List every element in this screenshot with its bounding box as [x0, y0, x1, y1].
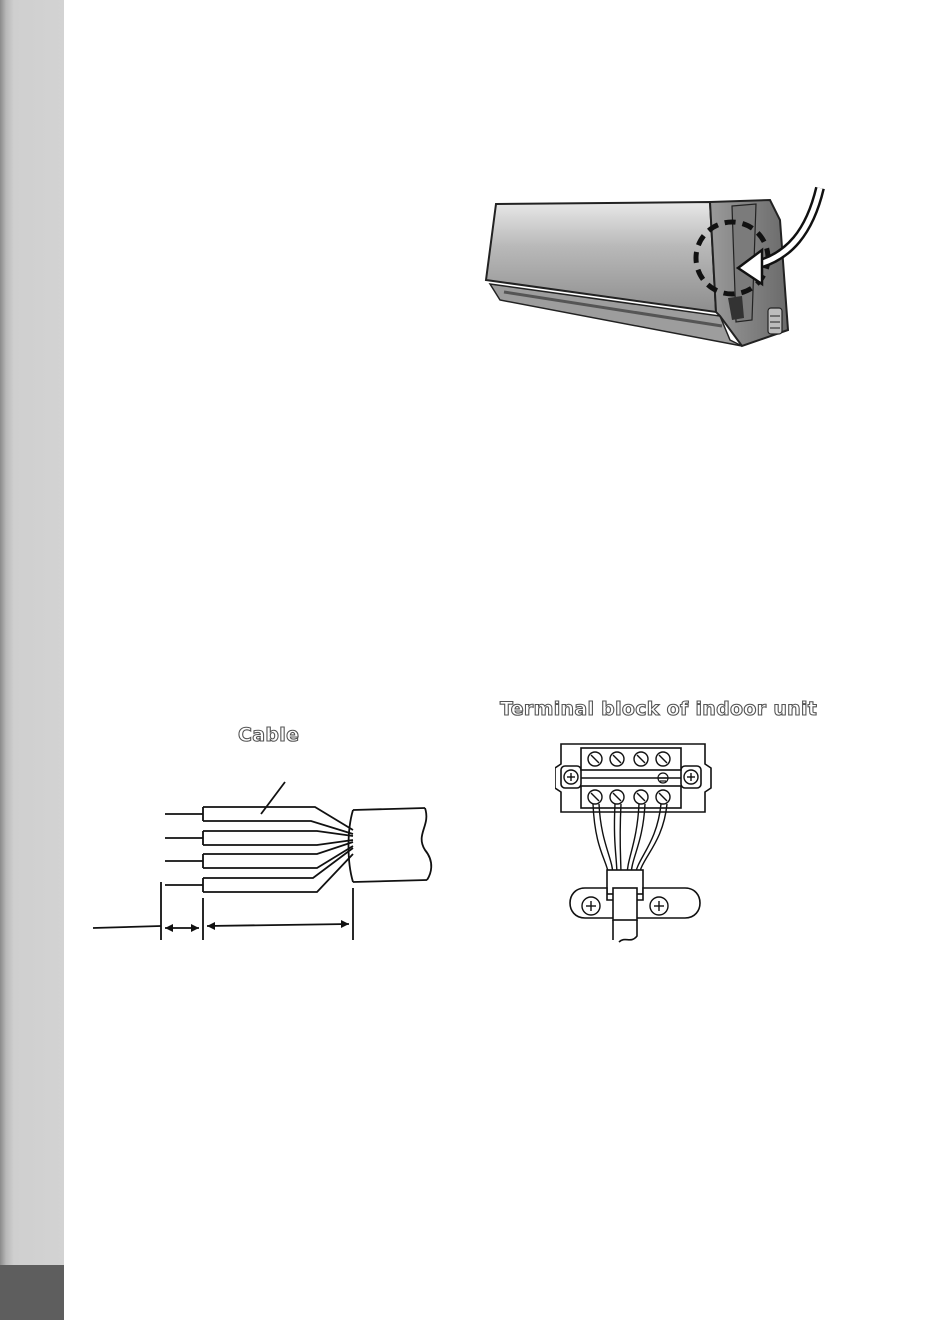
terminal-block-diagram: [555, 740, 715, 945]
terminal-diagram-title: Terminal block of indoor unit: [500, 698, 818, 720]
cable-diagram-title: Cable: [238, 724, 300, 746]
cable-diagram: [85, 770, 455, 950]
page-side-band: [0, 0, 64, 1320]
indoor-unit-illustration: [470, 180, 830, 360]
page-number-tab: [0, 1265, 64, 1320]
